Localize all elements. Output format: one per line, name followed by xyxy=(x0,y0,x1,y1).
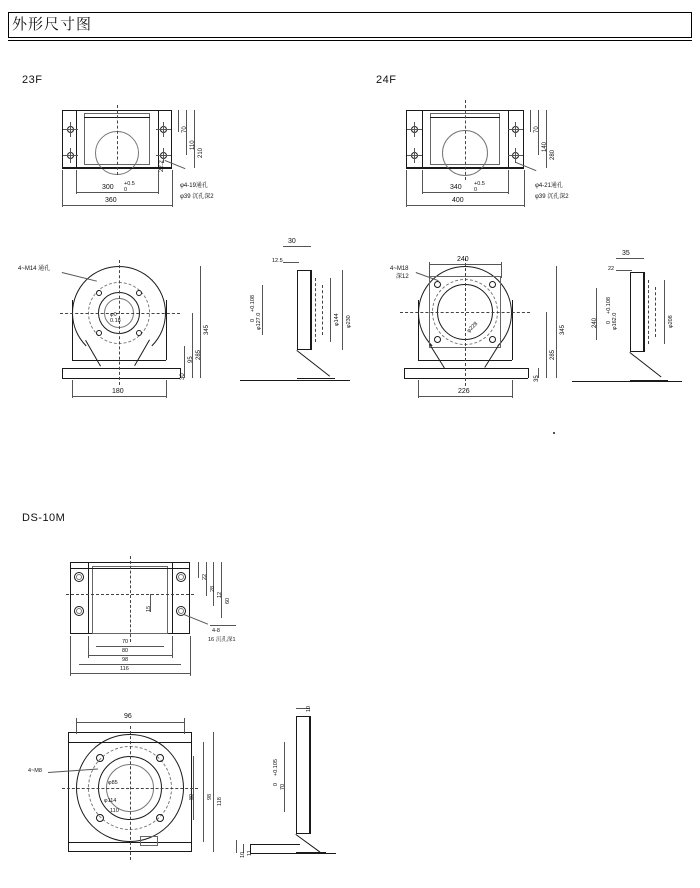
dim-text-360: 360 xyxy=(105,197,117,204)
foot-slope xyxy=(629,352,661,377)
dim-text-110: 110 xyxy=(110,808,119,814)
dim-text-22: 22 xyxy=(202,573,208,580)
ext-line xyxy=(524,170,525,207)
center-line-vertical xyxy=(130,726,131,860)
title-underline xyxy=(8,40,692,41)
dim-text-280: 280 xyxy=(550,149,556,160)
dim-line-12 xyxy=(213,562,214,606)
dim-line-98 xyxy=(79,664,181,665)
center-line-vertical xyxy=(130,556,131,642)
step-line xyxy=(250,844,300,845)
base-plate-bottom xyxy=(404,378,528,379)
ext-line xyxy=(172,636,173,658)
dim-text-tol-lower: 0 xyxy=(124,187,128,193)
tapped-hole-tl xyxy=(96,290,102,296)
center-line-vertical xyxy=(117,105,118,175)
ext-line xyxy=(70,636,71,676)
tapped-hole-bl xyxy=(96,330,102,336)
dim-line-70 xyxy=(530,110,531,132)
dim-text-210: 210 xyxy=(198,147,204,158)
flange-plate xyxy=(630,272,644,352)
center-line-horizontal xyxy=(62,788,198,789)
crosshair xyxy=(414,148,415,163)
mount-hole-tl-inner xyxy=(76,574,82,580)
dim-text-240: 240 xyxy=(592,317,598,328)
dim-text-12-5: 12.5 xyxy=(272,258,283,264)
dim-line-240 xyxy=(596,288,597,340)
dim-text-phi228: φ228 xyxy=(466,320,480,335)
ext-line xyxy=(172,170,173,207)
ground-line xyxy=(572,381,682,382)
dim-text-118: 118 xyxy=(217,797,223,806)
tapped-hole-tr xyxy=(489,281,496,288)
flange-line-right xyxy=(508,110,509,168)
dim-text-tol-upper: +0.5 xyxy=(124,181,135,187)
dim-text-70: 70 xyxy=(122,639,129,645)
ext-line xyxy=(62,170,63,207)
dim-text-300: 300 xyxy=(102,184,114,191)
base-plate-bottom xyxy=(62,378,180,379)
base-plate-right xyxy=(528,368,529,378)
dim-text-22: 22 xyxy=(608,266,615,272)
dim-text-70: 70 xyxy=(534,126,540,133)
dim-text-22-2: 22.2 xyxy=(159,160,165,172)
dim-line-35 xyxy=(616,258,644,259)
bore-dash-1 xyxy=(315,278,316,342)
dim-line-80 xyxy=(88,655,172,656)
dim-text-140: 140 xyxy=(542,141,548,152)
callout-counterbore-39: φ39 沉孔深2 xyxy=(535,194,569,200)
center-line-horizontal xyxy=(66,594,194,595)
dim-text-30: 30 xyxy=(180,373,186,380)
dim-text-tol-upper: +0.105 xyxy=(273,759,279,776)
dim-text-345: 345 xyxy=(560,324,566,335)
ext-line xyxy=(512,380,513,398)
dim-line-phi208 xyxy=(664,280,665,344)
flange-plate xyxy=(297,270,311,350)
dim-text-phi: φ0 xyxy=(110,312,117,318)
dim-text-96: 96 xyxy=(124,713,132,720)
dim-text-tol-upper: +0.108 xyxy=(606,297,612,314)
ground-line xyxy=(250,853,336,854)
dim-text-180: 180 xyxy=(112,388,124,395)
dim-text-phi208: φ208 xyxy=(668,315,674,328)
tapped-hole-tr xyxy=(156,754,164,762)
ext-line xyxy=(166,380,167,398)
dim-line-226 xyxy=(418,396,512,397)
flange-plate xyxy=(296,716,310,834)
dim-text-10b: 10 xyxy=(240,851,246,858)
crosshair xyxy=(515,122,516,137)
dim-text-226: 226 xyxy=(458,388,470,395)
center-line-vertical xyxy=(465,258,466,386)
dim-text-70: 70 xyxy=(182,126,188,133)
base-plate-left xyxy=(404,368,405,378)
callout-hole-19: φ4-19通孔 xyxy=(180,183,208,189)
ext-line xyxy=(429,262,430,278)
dim-line-80 xyxy=(193,756,194,820)
dim-text-phi162: φ162.0 xyxy=(612,312,618,330)
dim-line-180 xyxy=(72,396,166,397)
ext-line xyxy=(76,170,77,194)
dim-line-phi127 xyxy=(262,285,263,335)
callout-4-m18: 4~M18 xyxy=(390,266,409,272)
dim-line-60 xyxy=(221,562,222,618)
dim-text-tol: 0.18 xyxy=(110,318,121,324)
dim-line-96 xyxy=(76,722,184,723)
stray-mark xyxy=(553,432,555,434)
bore-dash-2 xyxy=(322,285,323,335)
bottom-slot xyxy=(140,836,158,846)
dim-line-345 xyxy=(556,266,557,378)
center-line-horizontal xyxy=(60,313,180,314)
plate-inner-edge xyxy=(310,716,311,834)
dim-line-360 xyxy=(62,205,172,206)
tapped-hole-br xyxy=(489,336,496,343)
dim-text-35: 35 xyxy=(622,250,630,257)
dim-line-285 xyxy=(192,313,193,378)
callout-counterbore-39: φ39 沉孔深2 xyxy=(180,194,214,200)
ext-line xyxy=(184,718,185,734)
dim-line-210 xyxy=(194,110,195,168)
tapped-hole-bl xyxy=(434,336,441,343)
dim-text-30: 30 xyxy=(288,238,296,245)
dim-line-240 xyxy=(429,264,501,265)
dim-text-12: 12 xyxy=(217,591,223,598)
dim-text-phi144: φ144 xyxy=(334,313,340,326)
dim-line-phi230 xyxy=(342,270,343,350)
tapped-hole-tl xyxy=(96,754,104,762)
center-line-vertical xyxy=(465,100,466,180)
dim-text-11: 11 xyxy=(247,850,253,856)
callout-hole-21: φ4-21通孔 xyxy=(535,183,563,189)
callout-counterbore-depth: 沉孔深1 xyxy=(216,637,236,643)
dim-line-70 xyxy=(178,110,179,132)
dim-text-35: 35 xyxy=(534,375,540,382)
dim-text-285: 285 xyxy=(550,349,556,360)
page-title: 外形尺寸图 xyxy=(12,16,93,33)
bore-dash-2 xyxy=(655,287,656,337)
dim-text-80: 80 xyxy=(122,648,129,654)
flange-line-left xyxy=(76,110,77,168)
plate-inner-edge xyxy=(311,270,312,350)
dim-text-60: 60 xyxy=(225,597,231,604)
dim-text-tol-upper: +0.108 xyxy=(250,295,256,312)
body-right-edge xyxy=(512,300,513,360)
dim-line-22 xyxy=(616,270,632,271)
dim-line-285 xyxy=(546,312,547,378)
dim-text-98: 98 xyxy=(207,793,213,800)
tapped-hole-br xyxy=(136,330,142,336)
ext-line xyxy=(76,718,77,734)
base-plate-top xyxy=(404,368,528,369)
tapped-hole-br xyxy=(156,814,164,822)
dim-text-28: 28 xyxy=(210,585,216,592)
dim-text-116: 116 xyxy=(120,666,129,672)
flange-line-left xyxy=(88,562,89,634)
center-line-horizontal xyxy=(400,312,530,313)
leader-shelf xyxy=(210,625,236,626)
callout-counterbore-16: 16 xyxy=(208,637,215,643)
dim-text-tol-lower: 0 xyxy=(250,318,256,322)
dim-line-12-5 xyxy=(283,262,299,263)
ext-line xyxy=(418,380,419,398)
dim-text-98: 98 xyxy=(122,657,129,663)
dim-text-110: 110 xyxy=(190,140,196,150)
dim-line-10b xyxy=(236,840,237,853)
dim-text-tol-lower: 0 xyxy=(474,187,478,193)
dim-line-345 xyxy=(200,266,201,378)
dim-text-phi85: φ85 xyxy=(108,780,118,786)
crosshair xyxy=(70,122,71,137)
ext-line xyxy=(158,170,159,194)
dim-line-phi144 xyxy=(330,278,331,342)
dim-text-80: 80 xyxy=(189,793,195,800)
base-plate-left xyxy=(62,368,63,378)
dim-text-345: 345 xyxy=(204,324,210,335)
dim-text-tol-lower: 0 xyxy=(273,782,279,786)
dim-line-300 xyxy=(76,192,158,193)
flange-line-right xyxy=(172,562,173,634)
ext-line xyxy=(501,262,502,278)
ext-line xyxy=(508,170,509,194)
dim-text-tol-upper: +0.5 xyxy=(474,181,485,187)
title-box xyxy=(8,12,692,38)
dim-text-tol-lower: 0 xyxy=(606,320,612,324)
dim-line-98 xyxy=(203,742,204,842)
plate-inner-edge xyxy=(644,272,645,352)
tapped-hole-bl xyxy=(96,814,104,822)
dim-line-22 xyxy=(198,562,199,578)
section-label-23f: 23F xyxy=(22,74,43,86)
callout-hole-4-8: 4-8 xyxy=(212,628,220,634)
dim-line-30 xyxy=(283,246,311,247)
dim-text-95: 95 xyxy=(188,356,194,363)
dim-text-phi230: φ230 xyxy=(346,315,352,328)
crosshair xyxy=(414,122,415,137)
dim-line-280 xyxy=(546,110,547,168)
dim-text-15: 15 xyxy=(146,605,152,612)
dim-line-70 xyxy=(96,646,164,647)
dim-text-phi127: φ127.0 xyxy=(256,312,262,330)
ext-line xyxy=(88,636,89,658)
dim-text-400: 400 xyxy=(452,197,464,204)
ext-line xyxy=(72,380,73,398)
body-right-edge xyxy=(166,300,167,360)
dim-line-116 xyxy=(70,673,190,674)
ext-line xyxy=(422,170,423,194)
dim-text-340: 340 xyxy=(450,184,462,191)
crosshair xyxy=(70,148,71,163)
foot-bottom xyxy=(297,378,335,379)
dim-text-240: 240 xyxy=(457,256,469,263)
dim-text-phi114: φ114 xyxy=(104,798,117,804)
mount-hole-bl-inner xyxy=(76,608,82,614)
flange-line-left xyxy=(422,110,423,168)
dim-line-118 xyxy=(213,732,214,852)
dim-line-400 xyxy=(406,205,524,206)
section-label-ds10m: DS-10M xyxy=(22,512,66,524)
ext-line xyxy=(190,636,191,676)
mount-hole-tr-inner xyxy=(178,574,184,580)
callout-4-m8: 4~M8 xyxy=(28,768,42,774)
callout-depth-12: 深12 xyxy=(396,274,409,280)
dim-line-95 xyxy=(184,346,185,368)
dim-text-10: 10 xyxy=(306,705,312,712)
dim-line-70 xyxy=(284,742,285,812)
dim-text-285: 285 xyxy=(196,349,202,360)
tapped-hole-tr xyxy=(136,290,142,296)
foot-slope xyxy=(296,350,330,377)
ground-line xyxy=(240,380,350,381)
section-label-24f: 24F xyxy=(376,74,397,86)
base-plate-top xyxy=(62,368,180,369)
crosshair xyxy=(163,122,164,137)
callout-4-m14: 4~M14 通孔 xyxy=(18,266,51,272)
bore-dash-1 xyxy=(648,280,649,344)
tapped-hole-tl xyxy=(434,281,441,288)
dim-line-340 xyxy=(422,192,508,193)
ext-line xyxy=(406,170,407,207)
dim-text-70: 70 xyxy=(280,783,286,790)
